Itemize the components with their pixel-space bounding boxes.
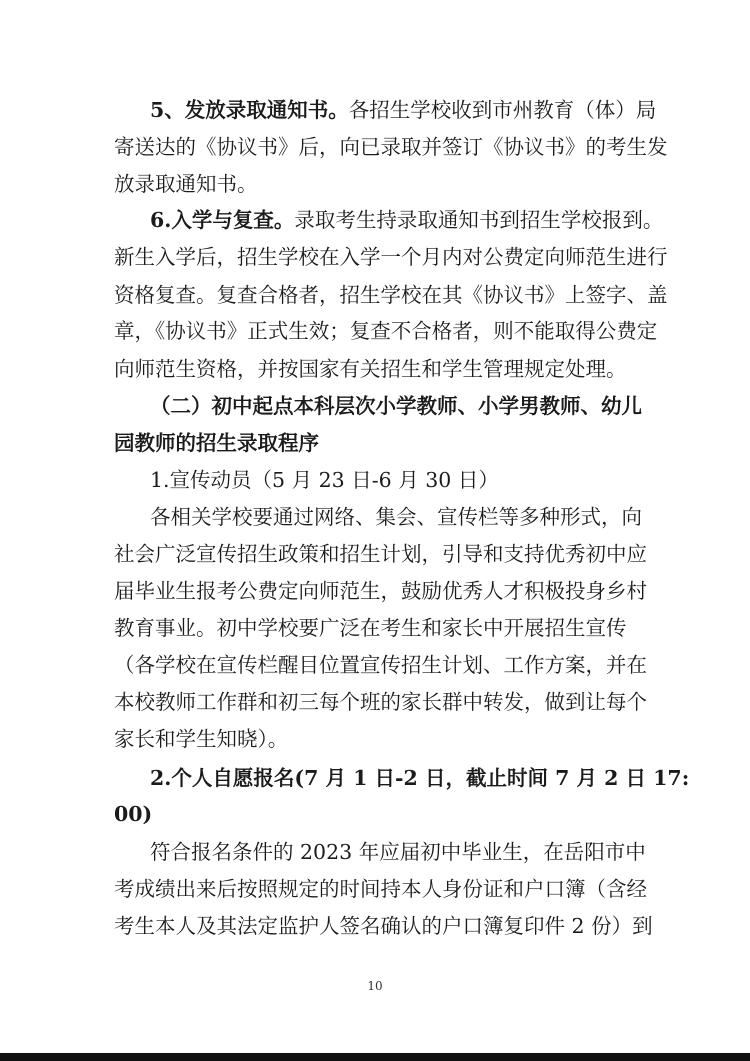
paragraph-line: 各相关学校要通过网络、集会、宣传栏等多种形式，向: [150, 505, 642, 529]
paragraph-line: 放录取通知书。: [114, 172, 258, 196]
subsection-heading: 1.宣传动员（5 月 23 日-6 月 30 日）: [150, 468, 499, 492]
scan-bottom-border: [0, 1053, 750, 1061]
subsection-heading: 2.个人自愿报名(7 月 1 日-2 日，截止时间 7 月 2 日 17:: [150, 766, 690, 790]
paragraph-line: 向师范生资格，并按国家有关招生和学生管理规定处理。: [114, 357, 627, 381]
paragraph-line: 符合报名条件的 2023 年应届初中毕业生，在岳阳市中: [150, 840, 646, 864]
paragraph-line: 新生入学后，招生学校在入学一个月内对公费定向师范生进行: [114, 245, 668, 269]
paragraph-line: 社会广泛宣传招生政策和招生计划，引导和支持优秀初中应: [114, 542, 647, 566]
paragraph-line: 届毕业生报考公费定向师范生，鼓励优秀人才积极投身乡村: [114, 579, 647, 603]
step-6-heading: 6.入学与复查。: [150, 208, 295, 232]
paragraph-line: 章，《协议书》正式生效；复查不合格者，则不能取得公费定: [114, 319, 658, 343]
paragraph-line: 考生本人及其法定监护人签名确认的户口簿复印件 2 份）到: [114, 914, 653, 938]
paragraph-line: 考成绩出来后按照规定的时间持本人身份证和户口簿（含经: [114, 877, 647, 901]
page-number: 10: [367, 979, 383, 993]
paragraph-line: （各学校在宣传栏醒目位置宣传招生计划、工作方案，并在: [114, 653, 647, 677]
subsection-heading: 00): [114, 802, 153, 826]
paragraph-line: 本校教师工作群和初三每个班的家长群中转发，做到让每个: [114, 690, 647, 714]
paragraph-line: 资格复查。复查合格者，招生学校在其《协议书》上签字、盖: [114, 283, 668, 307]
section-heading: 园教师的招生录取程序: [114, 431, 319, 455]
paragraph-line: 寄送达的《协议书》后，向已录取并签订《协议书》的考生发: [114, 135, 668, 159]
paragraph-line: 6.入学与复查。录取考生持录取通知书到招生学校报到。: [150, 208, 664, 232]
paragraph-line: 5、发放录取通知书。各招生学校收到市州教育（体）局: [150, 98, 657, 122]
step-5-heading: 5、发放录取通知书。: [150, 98, 349, 122]
paragraph-line: 家长和学生知晓）。: [114, 727, 289, 751]
paragraph-line: 教育事业。初中学校要广泛在考生和家长中开展招生宣传: [114, 616, 627, 640]
section-heading: （二）初中起点本科层次小学教师、小学男教师、幼儿: [150, 394, 642, 418]
